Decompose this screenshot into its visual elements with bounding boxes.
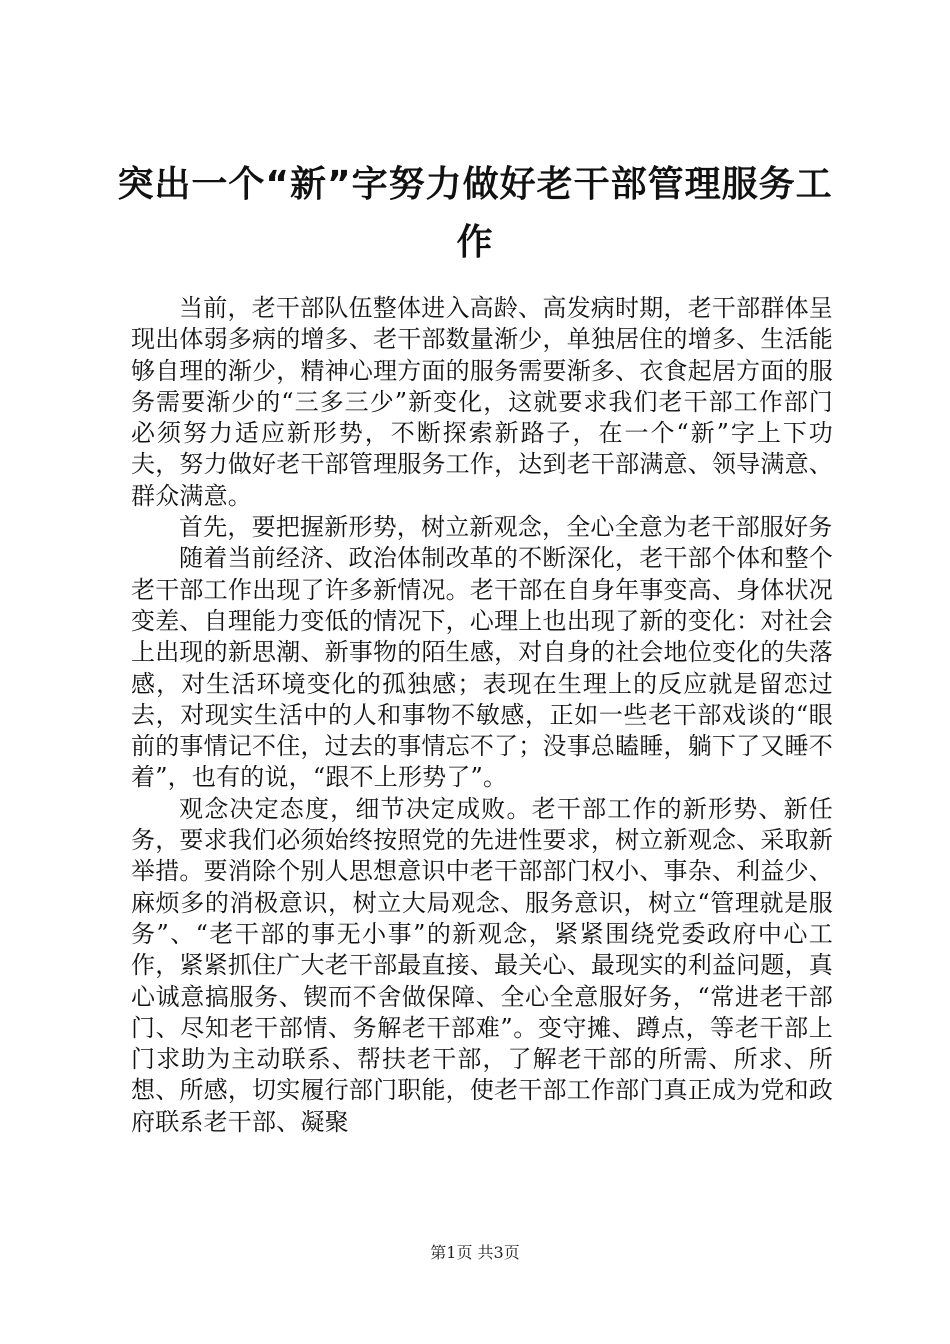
paragraph-new-concept: 观念决定态度，细节决定成败。老干部工作的新形势、新任务，要求我们必须始终按照党的先进性要求，树立新观念、采取新举措。要消除个别人思想意识中老干部部门权小、事杂、利益少、麻烦多的消极意识，树立大局观念、服务意识，树立“管理就是服务”、“老干部的事无小事”的新观念，紧紧围绕党委政府中心工作，紧紧抓住广大老干部最直接、最关心、最现实的利益问题，真心诚意搞服务、锲而不舍做保障、全心全意服好务，“常进老干部门、尽知老干部情、务解老干部难”。变守摊、蹲点，等老干部上门求助为主动联系、帮扶老干部，了解老干部的所需、所求、所想、所感，切实履行部门职能，使老干部工作部门真正成为党和政府联系老干部、凝聚 (131, 794, 833, 1136)
document-body (131, 293, 833, 1138)
document-title: 突出一个“新”字努力做好老干部管理服务工作 (117, 164, 833, 263)
paragraph-new-situation: 随着当前经济、政治体制改革的不断深化，老干部个体和整个老干部工作出现了许多新情况。老干部在自身年事变高、身体状况变差、自理能力变低的情况下，心理上也出现了新的变化：对社会上出现的新思潮、新事物的陌生感，对自身的社会地位变化的失落感，对生活环境变化的孤独感；表现在生理上的反应就是留恋过去，对现实生活中的人和事物不敏感，正如一些老干部戏谈的“眼前的事情记不住，过去的事情忘不了；没事总瞌睡，躺下了又睡不着”，也有的说，“跟不上形势了”。 (131, 544, 833, 792)
page-number-footer: 第1页 共3页 (430, 1243, 520, 1262)
paragraph-intro: 当前，老干部队伍整体进入高龄、高发病时期，老干部群体呈现出体弱多病的增多、老干部数量渐少，单独居住的增多、生活能够自理的渐少，精神心理方面的服务需要渐多、衣食起居方面的服务需要渐少的“三多三少”新变化，这就要求我们老干部工作部门必须努力适应新形势，不断探索新路子，在一个“新”字上下功夫，努力做好老干部管理服务工作，达到老干部满意、领导满意、群众满意。 (131, 294, 833, 510)
paragraph-heading-first: 首先，要把握新形势，树立新观念，全心全意为老干部服好务 (179, 513, 833, 542)
